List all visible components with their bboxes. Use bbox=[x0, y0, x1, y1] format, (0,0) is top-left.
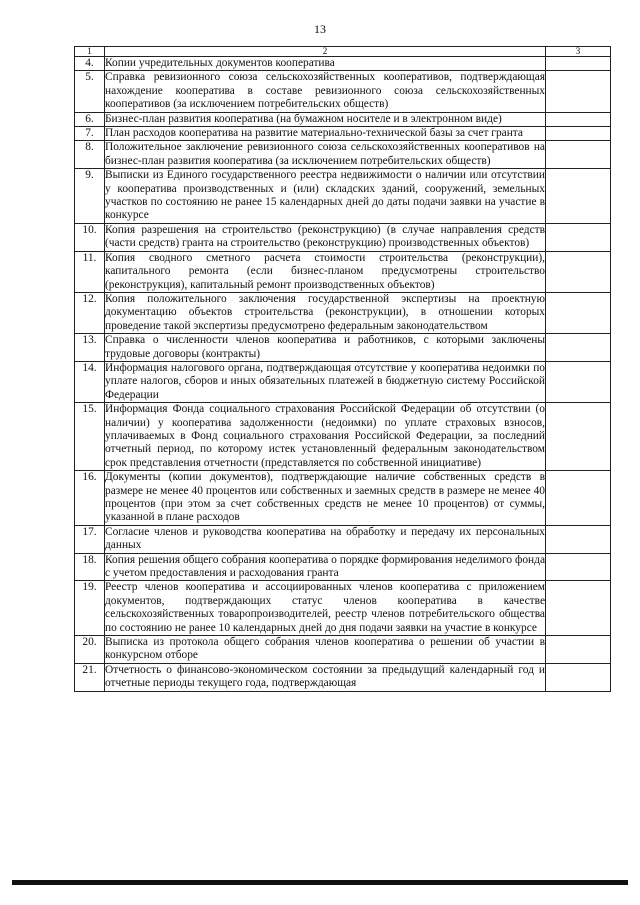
row-number: 9. bbox=[75, 169, 105, 224]
bottom-rule bbox=[12, 880, 628, 885]
row-mark-cell bbox=[546, 471, 611, 526]
row-number: 8. bbox=[75, 141, 105, 169]
table-header-row bbox=[75, 47, 611, 57]
table-row bbox=[75, 403, 611, 471]
row-document-name: Копия разрешения на строительство (реконструкцию) (в случае направления средств (части средств) гранта на строительство (реконструкцию) производственных объектов) bbox=[105, 223, 545, 250]
table-row bbox=[75, 553, 611, 581]
row-mark-cell bbox=[546, 636, 611, 664]
table-row bbox=[75, 636, 611, 664]
row-mark-cell bbox=[546, 169, 611, 224]
row-mark-cell bbox=[546, 57, 611, 71]
row-document-name: Справка ревизионного союза сельскохозяйственных кооперативов, подтверждающая нахождение кооператива в составе ревизионного союза сельскохозяйственных кооперативов (за исключением потребительских обществ) bbox=[105, 71, 545, 111]
row-document-name: Отчетность о финансово-экономическом состоянии за предыдущий календарный год и отчетные периоды текущего года, подтверждающая bbox=[105, 663, 545, 690]
row-mark-cell bbox=[546, 292, 611, 333]
row-number: 19. bbox=[75, 581, 105, 636]
row-document-name: Копия решения общего собрания кооператива о порядке формирования неделимого фонда с учетом предоставления и расходования гранта bbox=[105, 553, 545, 580]
row-mark-cell bbox=[546, 223, 611, 251]
row-number: 7. bbox=[75, 127, 105, 141]
row-document-name: Документы (копии документов), подтверждающие наличие собственных средств в размере не менее 40 процентов или собственных и заемных средств в размере не менее 40 процентов (при этом за счет собственных средств не менее 10 процентов) от суммы, указанной в плане расходов bbox=[105, 471, 545, 524]
row-document-name: Копия положительного заключения государственной экспертизы на проектную документацию объектов строительства (реконструкции), в отношении которых проведение такой экспертизы предусмотрено федеральным законодательством bbox=[105, 292, 545, 332]
row-number: 18. bbox=[75, 553, 105, 581]
table-row bbox=[75, 57, 611, 71]
column-header-document: 2 bbox=[105, 47, 546, 57]
column-header-number: 1 bbox=[75, 47, 105, 57]
table-row bbox=[75, 112, 611, 126]
row-mark-cell bbox=[546, 553, 611, 581]
row-document-name: Информация Фонда социального страхования Российской Федерации об отсутствии (о наличии) у кооператива задолженности (недоимки) по уплате страховых взносов, уплачиваемых в Фонд социального страхования Российской Федерации, за последний отчетный период, по которому истек установленный федеральным законодательством срок представления отчетности (представляется по собственной инициативе) bbox=[105, 403, 545, 469]
row-mark-cell bbox=[546, 403, 611, 471]
row-number: 15. bbox=[75, 403, 105, 471]
row-document-name: Копии учредительных документов кооператива bbox=[105, 57, 546, 71]
page-number: 13 bbox=[314, 22, 326, 36]
row-document-name: Копия сводного сметного расчета стоимости строительства (реконструкции), капитального ремонта (если бизнес-планом предусмотрены строительство (реконструкция), капитальный ремонт производственных объектов) bbox=[105, 251, 545, 291]
table-row bbox=[75, 663, 611, 691]
row-document-name: Информация налогового органа, подтверждающая отсутствие у кооператива недоимки по уплате налогов, сборов и иных обязательных платежей в бюджетную систему Российской Федерации bbox=[105, 361, 545, 401]
row-mark-cell bbox=[546, 361, 611, 402]
row-document-name: Положительное заключение ревизионного союза сельскохозяйственных кооперативов на бизнес-план развития кооператива (за исключением потребительских обществ) bbox=[105, 141, 545, 167]
row-mark-cell bbox=[546, 334, 611, 362]
table-row bbox=[75, 581, 611, 636]
row-document-name: Справка о численности членов кооператива и работников, с которыми заключены трудовые договоры (контракты) bbox=[105, 334, 545, 360]
row-number: 20. bbox=[75, 636, 105, 664]
row-document-name: Реестр членов кооператива и ассоциированных членов кооператива с приложением документов, подтверждающих статус членов кооператива в качестве сельскохозяйственных товаропроизводителей, реестр членов потребительского общества по состоянию не ранее 10 календарных дней до дня подачи заявки на участие в конкурсе bbox=[105, 581, 545, 634]
row-mark-cell bbox=[546, 525, 611, 553]
row-document-name: Выписки из Единого государственного реестра недвижимости о наличии или отсутствии у кооператива производственных и (или) складских зданий, сооружений, земельных участков по состоянию не ранее 15 календарных дней до даты подачи заявки на участие в конкурсе bbox=[105, 169, 545, 222]
row-mark-cell bbox=[546, 71, 611, 112]
table-row bbox=[75, 334, 611, 362]
column-header-mark: 3 bbox=[546, 47, 611, 57]
table-row bbox=[75, 361, 611, 402]
row-mark-cell bbox=[546, 141, 611, 169]
row-number: 10. bbox=[75, 223, 105, 251]
row-number: 5. bbox=[75, 71, 105, 112]
row-number: 16. bbox=[75, 471, 105, 526]
row-document-name: Бизнес-план развития кооператива (на бумажном носителе и в электронном виде) bbox=[105, 112, 546, 126]
row-document-name: План расходов кооператива на развитие материально-технической базы за счет гранта bbox=[105, 127, 546, 141]
row-number: 12. bbox=[75, 292, 105, 333]
row-number: 4. bbox=[75, 57, 105, 71]
row-mark-cell bbox=[546, 127, 611, 141]
row-number: 14. bbox=[75, 361, 105, 402]
row-mark-cell bbox=[546, 581, 611, 636]
table-row bbox=[75, 141, 611, 169]
documents-table bbox=[74, 46, 611, 692]
table-row bbox=[75, 471, 611, 526]
table-row bbox=[75, 169, 611, 224]
row-number: 17. bbox=[75, 525, 105, 553]
table-row bbox=[75, 525, 611, 553]
row-mark-cell bbox=[546, 663, 611, 691]
table-row bbox=[75, 127, 611, 141]
row-document-name: Выписка из протокола общего собрания членов кооператива о решении об участии в конкурсном отборе bbox=[105, 636, 545, 662]
row-number: 21. bbox=[75, 663, 105, 691]
row-number: 13. bbox=[75, 334, 105, 362]
table-row bbox=[75, 292, 611, 333]
table-row bbox=[75, 223, 611, 251]
table-row bbox=[75, 71, 611, 112]
row-number: 11. bbox=[75, 251, 105, 292]
row-mark-cell bbox=[546, 251, 611, 292]
table-row bbox=[75, 251, 611, 292]
row-mark-cell bbox=[546, 112, 611, 126]
row-number: 6. bbox=[75, 112, 105, 126]
row-document-name: Согласие членов и руководства кооператива на обработку и передачу их персональных данных bbox=[105, 525, 545, 552]
